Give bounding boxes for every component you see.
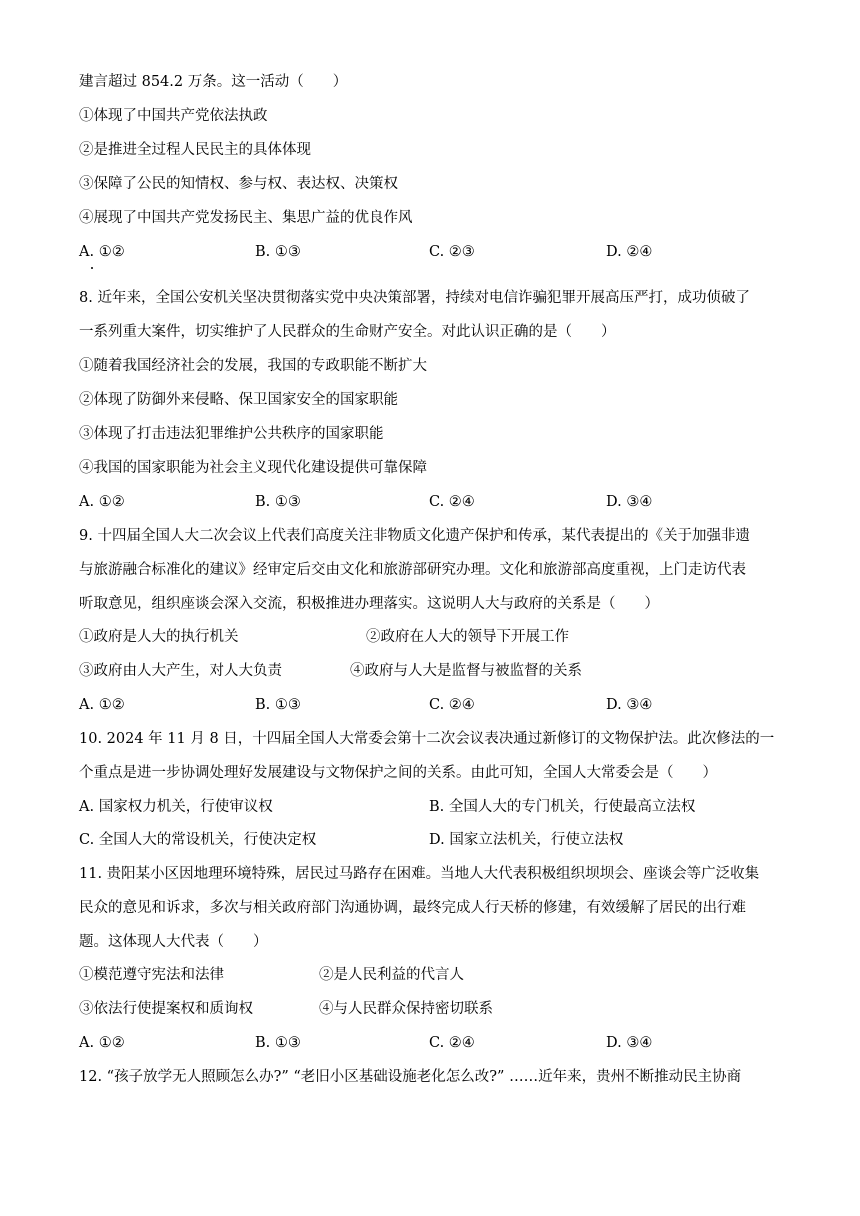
- q9-option-b[interactable]: B. ①③: [255, 697, 301, 713]
- q9-statement-1: ①政府是人大的执行机关: [79, 629, 239, 645]
- q8-option-b[interactable]: B. ①③: [255, 494, 301, 510]
- q9-statement-4: ④政府与人大是监督与被监督的关系: [350, 663, 582, 679]
- q7-statement-1: ①体现了中国共产党依法执政: [79, 108, 268, 124]
- q10-stem-line-2: 个重点是进一步协调处理好发展建设与文物保护之间的关系。由此可知，全国人大常委会是（ ）: [79, 765, 717, 781]
- q7-stem: 建言超过 854.2 万条。这一活动（ ）: [79, 74, 348, 90]
- stray-dot-mark: [91, 267, 93, 269]
- q8-option-d[interactable]: D. ③④: [606, 494, 653, 510]
- q11-option-a[interactable]: A. ①②: [79, 1035, 125, 1051]
- q12-stem-line-1: 12. “孩子放学无人照顾怎么办?” “老旧小区基础设施老化怎么改?” ……近年来，贵州不断推动民主协商: [79, 1069, 742, 1085]
- q11-statement-4: ④与人民群众保持密切联系: [319, 1001, 493, 1017]
- q10-option-a[interactable]: A. 国家权力机关，行使审议权: [79, 799, 273, 815]
- q8-option-c[interactable]: C. ②④: [429, 494, 475, 510]
- q7-option-a[interactable]: A. ①②: [79, 244, 125, 260]
- q9-option-d[interactable]: D. ③④: [606, 697, 653, 713]
- q7-statement-3: ③保障了公民的知情权、参与权、表达权、决策权: [79, 176, 398, 192]
- q7-option-d[interactable]: D. ②④: [606, 244, 653, 260]
- q11-stem-line-3: 题。这体现人大代表（ ）: [79, 934, 268, 950]
- q7-statement-2: ②是推进全过程人民民主的具体体现: [79, 142, 311, 158]
- q11-stem-line-2: 民众的意见和诉求，多次与相关政府部门沟通协调，最终完成人行天桥的修建，有效缓解了居民的出行难: [79, 900, 746, 916]
- q8-statement-4: ④我国的国家职能为社会主义现代化建设提供可靠保障: [79, 460, 427, 476]
- q8-statement-3: ③体现了打击违法犯罪维护公共秩序的国家职能: [79, 426, 384, 442]
- q11-statement-3: ③依法行使提案权和质询权: [79, 1001, 253, 1017]
- q9-option-a[interactable]: A. ①②: [79, 697, 125, 713]
- q11-option-d[interactable]: D. ③④: [606, 1035, 653, 1051]
- q8-option-a[interactable]: A. ①②: [79, 494, 125, 510]
- q9-stem-line-1: 9. 十四届全国人大二次会议上代表们高度关注非物质文化遗产保护和传承，某代表提出的《关于加强非遗: [79, 528, 750, 544]
- q10-option-d[interactable]: D. 国家立法机关，行使立法权: [429, 832, 624, 848]
- q8-statement-1: ①随着我国经济社会的发展，我国的专政职能不断扩大: [79, 358, 427, 374]
- q7-option-b[interactable]: B. ①③: [255, 244, 301, 260]
- q11-statement-2: ②是人民利益的代言人: [319, 967, 464, 983]
- q7-statement-4: ④展现了中国共产党发扬民主、集思广益的优良作风: [79, 210, 413, 226]
- q9-option-c[interactable]: C. ②④: [429, 697, 475, 713]
- q9-stem-line-3: 听取意见，组织座谈会深入交流，积极推进办理落实。这说明人大与政府的关系是（ ）: [79, 596, 659, 612]
- q8-stem-line-2: 一系列重大案件，切实维护了人民群众的生命财产安全。对此认识正确的是（ ）: [79, 324, 616, 340]
- q7-option-c[interactable]: C. ②③: [429, 244, 475, 260]
- q11-statement-1: ①模范遵守宪法和法律: [79, 967, 224, 983]
- q8-stem-line-1: 8. 近年来，全国公安机关坚决贯彻落实党中央决策部署，持续对电信诈骗犯罪开展高压严打，成功侦破了: [79, 290, 750, 306]
- q11-option-c[interactable]: C. ②④: [429, 1035, 475, 1051]
- q9-statement-2: ②政府在人大的领导下开展工作: [366, 629, 569, 645]
- q10-option-c[interactable]: C. 全国人大的常设机关，行使决定权: [79, 832, 317, 848]
- q11-option-b[interactable]: B. ①③: [255, 1035, 301, 1051]
- q11-stem-line-1: 11. 贵阳某小区因地理环境特殊，居民过马路存在困难。当地人大代表积极组织坝坝会、座谈会等广泛收集: [79, 866, 760, 882]
- q10-stem-line-1: 10. 2024 年 11 月 8 日，十四届全国人大常委会第十二次会议表决通过新修订的文物保护法。此次修法的一: [79, 731, 775, 747]
- q9-stem-line-2: 与旅游融合标准化的建议》经审定后交由文化和旅游部研究办理。文化和旅游部高度重视，上门走访代表: [79, 562, 746, 578]
- q8-statement-2: ②体现了防御外来侵略、保卫国家安全的国家职能: [79, 392, 398, 408]
- q10-option-b[interactable]: B. 全国人大的专门机关，行使最高立法权: [429, 799, 696, 815]
- q9-statement-3: ③政府由人大产生，对人大负责: [79, 663, 282, 679]
